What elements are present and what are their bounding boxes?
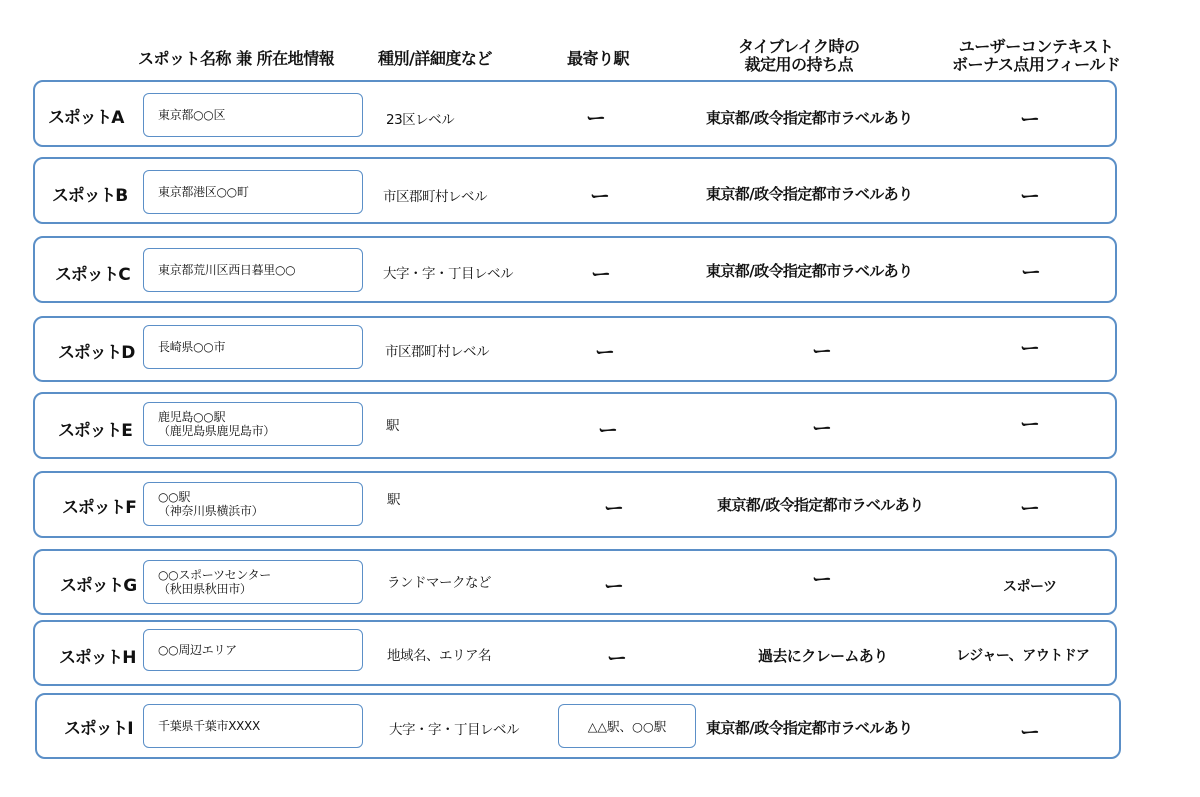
kind-label: 市区郡町村レベル [383,189,487,205]
bonus-value: ー [1020,336,1040,360]
station-value: ー [586,106,606,130]
nearest-station-box: △△駅、○○駅 [558,704,696,748]
tiebreak-value: 東京都/政令指定都市ラベルあり [706,109,913,127]
address-line: ○○周辺エリア [158,643,237,657]
header-tiebreak [738,38,859,74]
spot-name: スポットC [55,265,130,285]
header-bonus-line1: ユーザーコンテキスト [958,37,1114,56]
kind-label: 23区レベル [386,112,455,128]
tiebreak-value: 東京都/政令指定都市ラベルあり [706,719,913,737]
header-bonus [952,38,1120,74]
header-bonus-line2: ボーナス点用フィールド [952,55,1121,74]
address-box [143,248,363,292]
address-box [143,93,363,137]
address-line: 千葉県千葉市XXXX [158,719,260,733]
address-box [143,629,363,671]
header-tiebreak-line1: タイブレイク時の [738,37,860,56]
address-box [143,402,363,446]
station-value: ー [598,418,618,442]
kind-label: 駅 [386,418,399,434]
tiebreak-value: ー [812,416,832,440]
address-line: 東京都荒川区西日暮里○○ [158,263,296,277]
bonus-value: ー [1020,107,1040,131]
station-value: ー [590,184,610,208]
spot-name: スポットA [48,108,124,128]
address-line-2: （神奈川県横浜市） [158,504,264,518]
header-kind: 種別/詳細度など [378,49,492,68]
station-value: ー [591,262,611,286]
kind-label: ランドマークなど [387,575,491,591]
address-line-1: 鹿児島○○駅 [158,410,226,424]
kind-label: 大字・字・丁目レベル [389,722,519,738]
bonus-value: ー [1020,720,1040,744]
address-line-2: （鹿児島県鹿児島市） [158,424,276,438]
spot-name: スポットD [58,343,135,363]
spot-name: スポットG [60,576,136,596]
tiebreak-value: ー [812,567,832,591]
address-line: 長崎県○○市 [158,340,226,354]
spot-name: スポットE [58,421,132,441]
kind-label: 地域名、エリア名 [387,648,491,664]
address-box [143,482,363,526]
header-station: 最寄り駅 [567,49,630,68]
tiebreak-value: 東京都/政令指定都市ラベルあり [717,496,924,514]
station-value: ー [595,340,615,364]
address-line: 東京都○○区 [158,108,226,122]
tiebreak-value: 東京都/政令指定都市ラベルあり [706,185,913,203]
tiebreak-value: 東京都/政令指定都市ラベルあり [706,262,913,280]
spot-name: スポットB [52,186,127,206]
address-line-2: （秋田県秋田市） [158,582,252,596]
address-line: 東京都港区○○町 [158,185,249,199]
bonus-value: ー [1020,184,1040,208]
spot-name: スポットI [64,719,133,739]
header-name: スポット名称 兼 所在地情報 [138,49,335,68]
tiebreak-value: 過去にクレームあり [758,647,888,665]
station-value: ー [607,646,627,670]
kind-label: 駅 [387,492,400,508]
spot-name: スポットF [62,498,136,518]
station-value: ー [604,496,624,520]
address-box [143,704,363,748]
bonus-value: レジャー、アウトドア [956,648,1090,664]
bonus-value: スポーツ [1003,579,1057,595]
kind-label: 大字・字・丁目レベル [383,266,513,282]
station-value: ー [604,574,624,598]
address-box [143,325,363,369]
bonus-value: ー [1020,496,1040,520]
address-box [143,170,363,214]
bonus-value: ー [1020,412,1040,436]
spot-name: スポットH [59,648,136,668]
bonus-value: ー [1021,260,1041,284]
address-line-1: ○○スポーツセンター [158,568,271,582]
address-box [143,560,363,604]
tiebreak-value: ー [812,339,832,363]
kind-label: 市区郡町村レベル [385,344,489,360]
address-line-1: ○○駅 [158,490,191,504]
header-tiebreak-line2: 裁定用の持ち点 [744,55,853,74]
